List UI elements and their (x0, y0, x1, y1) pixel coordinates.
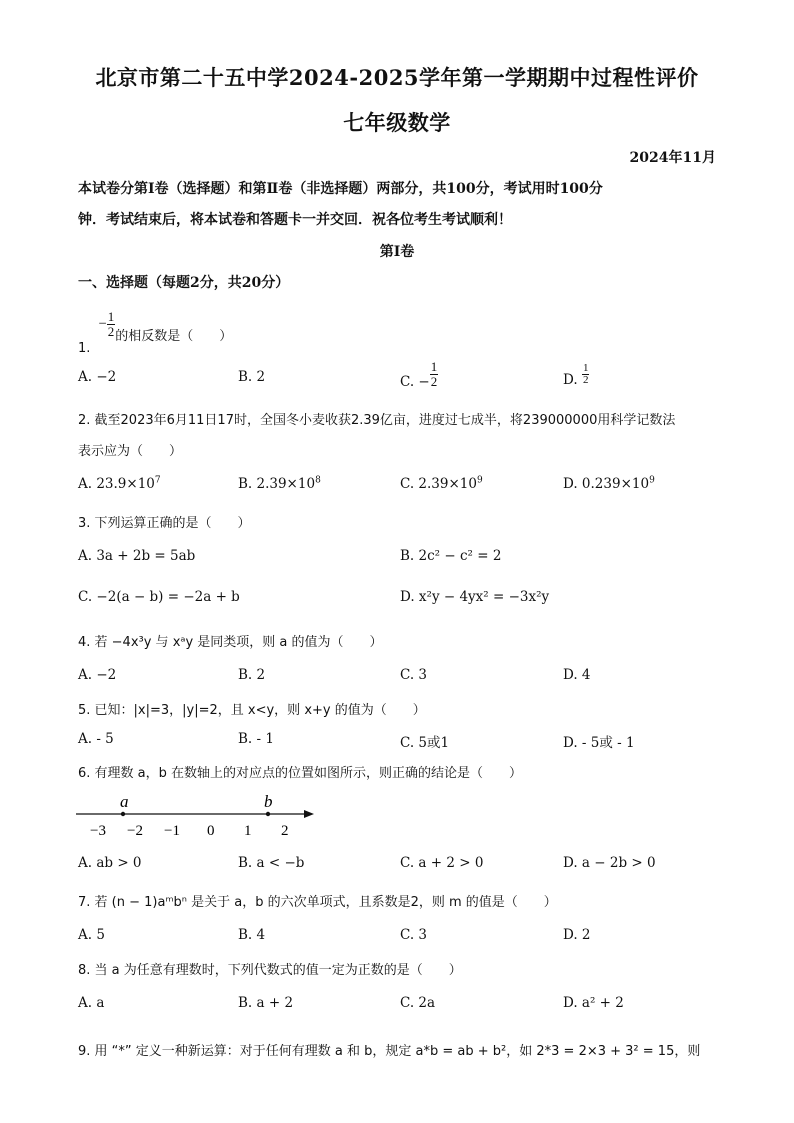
question-2-line-1: 2. 截至2023年6月11日17时，全国冬小麦收获2.39亿亩，进度过七成半，将239000000用科学记数法 (78, 413, 676, 428)
q8-option-c[interactable]: C. 2a (400, 995, 436, 1011)
q5-option-d[interactable]: D. - 5或 - 1 (563, 735, 635, 751)
q4-option-b[interactable]: B. 2 (238, 667, 266, 683)
q2-option-a[interactable]: A. $23.9\times 10^7$ (78, 475, 161, 492)
question-1: 1. − $\frac{1}{2}$ 的相反数是（ ） (78, 309, 233, 356)
tick-label: 0 (207, 823, 215, 839)
q8-option-d[interactable]: D. a² + 2 (563, 995, 624, 1011)
q4-option-a[interactable]: A. −2 (78, 667, 117, 683)
q1-option-a[interactable]: A. −2 (78, 369, 117, 385)
question-number: 1. (78, 341, 91, 356)
q2-option-d[interactable]: D. $0.239\times 10^9$ (563, 475, 655, 492)
tick-label: 2 (281, 823, 289, 839)
tick-label: −2 (127, 823, 143, 839)
q2-option-b[interactable]: B. $2.39\times 10^8$ (238, 475, 321, 492)
volume-heading: 第Ⅰ卷 (379, 244, 415, 260)
q5-option-c[interactable]: C. 5或1 (400, 735, 450, 751)
q7-option-a[interactable]: A. 5 (78, 927, 105, 943)
section-heading: 一、选择题（每题2分，共20分） (78, 275, 290, 291)
question-5: 5. 已知：|x|=3，|y|=2，且 x<y，则 x+y 的值为（ ） (78, 703, 426, 718)
exam-date: 2024年11月 (629, 150, 716, 166)
q6-option-a[interactable]: A. ab > 0 (78, 855, 142, 871)
question-3: 3. 下列运算正确的是（ ） (78, 516, 251, 531)
q5-option-b[interactable]: B. - 1 (238, 731, 274, 747)
point-b (266, 812, 270, 816)
q4-option-d[interactable]: D. 4 (563, 667, 591, 683)
q5-option-a[interactable]: A. - 5 (78, 731, 114, 747)
question-2-line-2: 表示应为（ ） (78, 444, 183, 459)
point-b-label: b (264, 792, 273, 811)
q8-option-a[interactable]: A. a (78, 995, 105, 1011)
exam-title: 北京市第二十五中学2024-2025学年第一学期期中过程性评价 (95, 65, 699, 90)
q6-option-b[interactable]: B. a < −b (238, 855, 305, 871)
q3-option-a[interactable]: A. 3a + 2b = 5ab (78, 548, 196, 564)
q7-option-c[interactable]: C. 3 (400, 927, 428, 943)
q7-option-d[interactable]: D. 2 (563, 927, 591, 943)
intro-line-1: 本试卷分第Ⅰ卷（选择题）和第Ⅱ卷（非选择题）两部分，共100分，考试用时100分 (78, 181, 603, 197)
q1-option-b[interactable]: B. 2 (238, 369, 266, 385)
point-a-label: a (120, 792, 129, 811)
point-a (121, 812, 125, 816)
question-7: 7. 若 (n − 1)aᵐbⁿ 是关于 a，b 的六次单项式，且系数是2，则 m 的值是（ ） (78, 895, 557, 910)
q3-option-b[interactable]: B. 2c² − c² = 2 (400, 548, 502, 564)
q1-option-c[interactable]: C. − $\frac{1}{2}$ (400, 359, 438, 390)
axis-arrowhead (304, 810, 314, 818)
q7-option-b[interactable]: B. 4 (238, 927, 266, 943)
tick-label: −1 (164, 823, 180, 839)
question-6: 6. 有理数 a，b 在数轴上的对应点的位置如图所示，则正确的结论是（ ） (78, 766, 523, 781)
q8-option-b[interactable]: B. a + 2 (238, 995, 294, 1011)
question-9: 9. 用 “*” 定义一种新运算：对于任何有理数 a 和 b，规定 a*b = ab + b²，如 2*3 = 2×3 + 3² = 15，则 (78, 1044, 701, 1059)
q4-option-c[interactable]: C. 3 (400, 667, 428, 683)
q1-option-d[interactable]: D. $\frac{1}{2}$ (563, 362, 589, 388)
fraction: $\frac{1}{2}$ (107, 309, 115, 339)
q3-option-d[interactable]: D. x²y − 4yx² = −3x²y (400, 589, 550, 605)
q6-option-d[interactable]: D. a − 2b > 0 (563, 855, 656, 871)
q3-option-c[interactable]: C. −2(a − b) = −2a + b (78, 589, 240, 605)
tick-label: −3 (90, 823, 106, 839)
tick-label: 1 (244, 823, 252, 839)
q6-option-c[interactable]: C. a + 2 > 0 (400, 855, 484, 871)
question-text: 的相反数是（ ） (115, 329, 233, 344)
question-4: 4. 若 −4x³y 与 xᵃy 是同类项，则 a 的值为（ ） (78, 635, 383, 650)
number-line-figure (72, 788, 322, 840)
question-8: 8. 当 a 为任意有理数时，下列代数式的值一定为正数的是（ ） (78, 963, 462, 978)
intro-line-2: 钟．考试结束后，将本试卷和答题卡一并交回．祝各位考生考试顺利！ (78, 212, 512, 228)
exam-subtitle: 七年级数学 (343, 110, 451, 135)
q2-option-c[interactable]: C. $2.39\times 10^9$ (400, 475, 483, 492)
